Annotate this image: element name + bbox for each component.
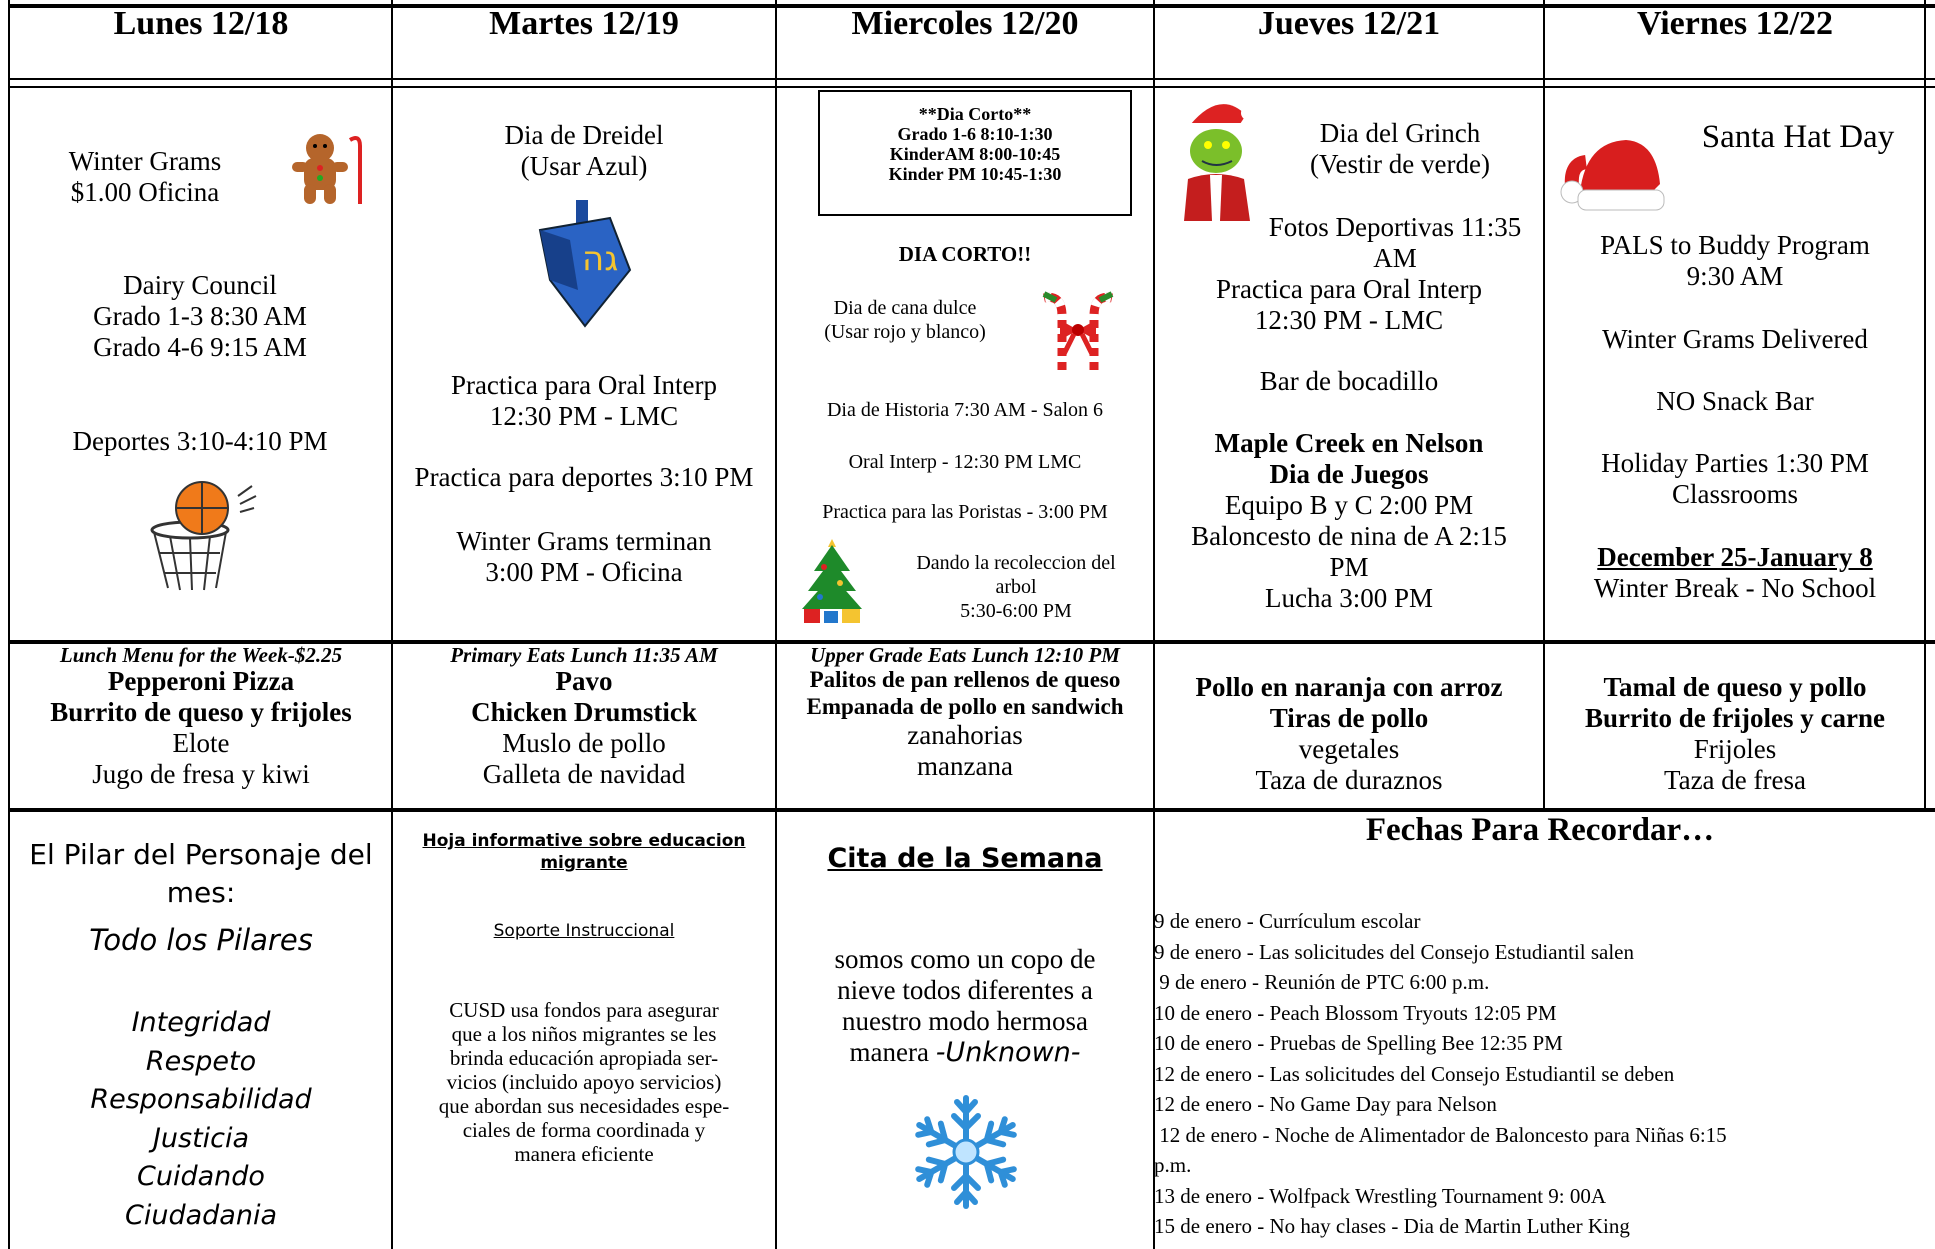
lunch-item: Empanada de pollo en sandwich	[806, 694, 1124, 719]
lunch-item: Tiras de pollo	[1269, 703, 1429, 733]
text-line: Fotos Deportivas 11:35	[1268, 212, 1522, 242]
lunch-item: Taza de fresa	[1663, 765, 1806, 795]
cita-title: Cita de la Semana	[827, 843, 1103, 874]
pilar-subtitle: Todo los Pilares	[89, 923, 313, 957]
text-line: manera eficiente	[514, 1142, 654, 1166]
pals-buddy-note	[1545, 230, 1925, 292]
pilar-item: Respeto	[145, 1045, 257, 1077]
quote-author: -Unknown-	[935, 1037, 1081, 1068]
text-line: Equipo B y C 2:00 PM	[1224, 490, 1474, 520]
deportes-note: Deportes 3:10-4:10 PM	[72, 426, 328, 456]
lunch-item: Galleta de navidad	[482, 759, 686, 789]
text-line: 12:30 PM - LMC	[489, 401, 679, 431]
text-line: (Usar Azul)	[520, 151, 648, 181]
lunch-item: manzana	[917, 751, 1013, 781]
text-line: 5:30-6:00 PM	[960, 600, 1072, 622]
gingerbread-icon	[290, 128, 368, 208]
fecha-item: p.m.	[1154, 1153, 1192, 1177]
text-line: Holiday Parties 1:30 PM	[1601, 448, 1869, 478]
text-line: Kinder PM 10:45-1:30	[888, 164, 1062, 184]
winter-grams-note	[40, 146, 250, 208]
lunch-item: Chicken Drumstick	[471, 697, 697, 727]
lunch-item: Pepperoni Pizza	[107, 666, 295, 696]
lunch-item: Pollo en naranja con arroz	[1195, 672, 1503, 702]
historia-note: Dia de Historia 7:30 AM - Salon 6	[826, 399, 1104, 421]
winter-grams-end-note	[393, 526, 775, 588]
day-header-thursday: Jueves 12/21	[1257, 5, 1441, 42]
fecha-item: 13 de enero - Wolfpack Wrestling Tournament 9: 00A	[1154, 1183, 1607, 1208]
text-line: PALS to Buddy Program	[1600, 230, 1870, 260]
lunch-cell-wednesday	[777, 644, 1153, 782]
deportes-practice-note: Practica para deportes 3:10 PM	[414, 462, 754, 492]
lunch-item: vegetales	[1298, 734, 1400, 764]
day-header-friday: Viernes 12/22	[1636, 5, 1834, 42]
dia-corto-heading: DIA CORTO!!	[898, 242, 1032, 266]
text-line: arbol	[995, 576, 1037, 598]
fecha-item: 12 de enero - Noche de Alimentador de Baloncesto para Niñas 6:15	[1154, 1122, 1727, 1147]
text-line: Maple Creek en Nelson	[1214, 428, 1484, 458]
text-line: $1.00 Oficina	[70, 177, 220, 207]
fecha-item: 12 de enero - No Game Day para Nelson	[1154, 1092, 1497, 1116]
santa-hat-day-note: Santa Hat Day	[1701, 119, 1895, 155]
text-line: (Usar rojo y blanco)	[824, 321, 986, 343]
text-line: Lucha 3:00 PM	[1265, 583, 1433, 613]
text-line: KinderAM 8:00-10:45	[889, 144, 1061, 164]
text-line: 9:30 AM	[1686, 261, 1784, 291]
hoja-title: Hoja informative sobre educacion migrante	[422, 831, 746, 873]
text-line: ciales de forma coordinada y	[462, 1118, 706, 1142]
lunch-item: Palitos de pan rellenos de queso	[809, 667, 1121, 692]
fechas-list	[1154, 906, 1924, 1242]
lunch-cell-friday	[1545, 672, 1925, 796]
lunch-item: Frijoles	[1693, 734, 1777, 764]
no-snack-bar-note: NO Snack Bar	[1656, 386, 1814, 416]
oral-interp-note	[1155, 274, 1543, 336]
holiday-parties-note	[1545, 448, 1925, 510]
text-line: Practica para Oral Interp	[1215, 274, 1483, 304]
snowflake-icon	[906, 1092, 1026, 1212]
lunch-item: Tamal de queso y pollo	[1603, 672, 1867, 702]
santa-hat-icon	[1556, 132, 1668, 214]
hoja-subtitle: Soporte Instruccional	[493, 921, 675, 941]
lunch-item: Jugo de fresa y kiwi	[92, 759, 310, 789]
text-line: CUSD usa fondos para asegurar	[449, 998, 719, 1022]
text-line: Winter Grams	[68, 146, 222, 176]
day-header-wednesday: Miercoles 12/20	[851, 5, 1079, 42]
text-line: AM	[1373, 243, 1417, 273]
christmas-tree-icon	[800, 535, 864, 625]
cita-quote	[777, 944, 1153, 1068]
fechas-title: Fechas Para Recordar…	[1365, 812, 1715, 848]
winter-break-note	[1545, 542, 1925, 604]
grinch-icon	[1180, 95, 1260, 225]
text-line: Winter Grams terminan	[456, 526, 712, 556]
hoja-body	[393, 998, 775, 1166]
dreidel-day-note	[393, 120, 775, 182]
lunch-heading: Upper Grade Eats Lunch 12:10 PM	[810, 643, 1120, 667]
tree-collection-note	[888, 551, 1144, 623]
text-line	[777, 1037, 1153, 1068]
pilar-item: Integridad	[131, 1007, 271, 1038]
poristas-note: Practica para las Poristas - 3:00 PM	[822, 501, 1108, 523]
basketball-hoop-icon	[140, 478, 270, 593]
fecha-item: 10 de enero - Peach Blossom Tryouts 12:05 PM	[1154, 1000, 1557, 1025]
text-line: Practica para Oral Interp	[450, 370, 718, 400]
dairy-council-note	[40, 270, 360, 363]
text-line: Grado 1-6 8:10-1:30	[897, 124, 1053, 144]
oral-interp-note: Oral Interp - 12:30 PM LMC	[848, 451, 1082, 473]
fecha-item: 10 de enero - Pruebas de Spelling Bee 12:35 PM	[1154, 1031, 1563, 1055]
lunch-cell-tuesday	[393, 644, 775, 790]
text-line: Dia de Juegos	[1269, 459, 1429, 489]
fecha-item: 9 de enero - Reunión de PTC 6:00 p.m.	[1154, 970, 1490, 994]
text-line: PM	[1329, 552, 1369, 582]
text-line: vicios (incluido apoyo servicios)	[446, 1070, 722, 1094]
text-line: brinda educación apropiada ser-	[449, 1046, 719, 1070]
candy-cane-day-note	[790, 296, 1020, 344]
text-line: Baloncesto de nina de A 2:15	[1191, 521, 1507, 551]
text-line: **Dia Corto**	[918, 104, 1032, 124]
svg-text:גה: גה	[582, 239, 619, 279]
text-line: que abordan sus necesidades espe-	[438, 1094, 730, 1118]
oral-interp-note	[393, 370, 775, 432]
day-header-monday: Lunes 12/18	[113, 5, 289, 42]
winter-grams-delivered-note: Winter Grams Delivered	[1602, 324, 1868, 354]
text-line: somos como un copo de	[834, 944, 1096, 974]
lunch-item: Burrito de frijoles y carne	[1585, 703, 1885, 733]
text-line: Classrooms	[1671, 479, 1798, 509]
fecha-item: 9 de enero - Las solicitudes del Consejo Estudiantil salen	[1154, 939, 1634, 964]
candy-cane-icon	[1034, 286, 1124, 378]
lunch-cell-monday	[10, 644, 392, 790]
pilar-item: Responsabilidad	[90, 1084, 312, 1115]
lunch-heading: Lunch Menu for the Week-$2.25	[59, 643, 343, 667]
text-line: Dairy Council	[123, 270, 277, 300]
lunch-heading: Primary Eats Lunch 11:35 AM	[450, 643, 718, 667]
text-line: Grado 1-3 8:30 AM	[93, 301, 307, 331]
text-line: Grado 4-6 9:15 AM	[93, 332, 307, 362]
lunch-cell-thursday	[1155, 672, 1543, 796]
text-line: Dia del Grinch	[1319, 118, 1481, 148]
dreidel-icon	[530, 200, 640, 330]
fecha-item: 15 de enero - No hay clases - Dia de Martin Luther King	[1154, 1214, 1630, 1238]
maple-creek-note	[1155, 428, 1543, 490]
lunch-item: Elote	[172, 728, 230, 758]
pilar-list	[10, 1004, 392, 1235]
text-line: nieve todos diferentes a	[837, 975, 1093, 1005]
text-line: Dando la recoleccion del	[916, 552, 1116, 574]
text-line: 3:00 PM - Oficina	[485, 557, 683, 587]
text-line: mes:	[166, 876, 236, 909]
grid-line	[8, 86, 1935, 88]
lunch-item: Pavo	[555, 666, 613, 696]
pilar-item: Cuidando	[137, 1161, 265, 1192]
text-line: Dia de cana dulce	[833, 297, 977, 319]
pilar-title	[10, 836, 392, 912]
day-header-tuesday: Martes 12/19	[489, 5, 679, 42]
grinch-day-note	[1270, 118, 1530, 180]
lunch-item: zanahorias	[907, 720, 1023, 750]
text-line: El Pilar del Personaje del	[29, 838, 373, 871]
grid-line	[8, 78, 1935, 80]
lunch-item: Burrito de queso y frijoles	[50, 697, 352, 727]
text-line: December 25-January 8	[1597, 542, 1873, 572]
text-line: que a los niños migrantes se les	[451, 1022, 717, 1046]
fotos-deportivas-note	[1250, 212, 1540, 274]
lunch-item: Taza de duraznos	[1255, 765, 1443, 795]
text-line: (Vestir de verde)	[1310, 149, 1490, 179]
lunch-item: Muslo de pollo	[502, 728, 666, 758]
pilar-item: Justicia	[152, 1122, 250, 1154]
fecha-item: 12 de enero - Las solicitudes del Consejo Estudiantil se deben	[1154, 1061, 1675, 1086]
text-line: nuestro modo hermosa	[842, 1006, 1088, 1036]
dia-corto-schedule	[818, 104, 1132, 184]
text-line: Dia de Dreidel	[504, 120, 664, 150]
text-line: 12:30 PM - LMC	[1254, 305, 1444, 335]
snack-bar-note: Bar de bocadillo	[1259, 366, 1439, 396]
text-line: Winter Break - No School	[1593, 573, 1877, 603]
pilar-item: Ciudadania	[125, 1199, 277, 1231]
fecha-item: 9 de enero - Currículum escolar	[1154, 909, 1421, 933]
games-schedule-note	[1155, 490, 1543, 614]
quote-text: manera	[849, 1037, 936, 1067]
